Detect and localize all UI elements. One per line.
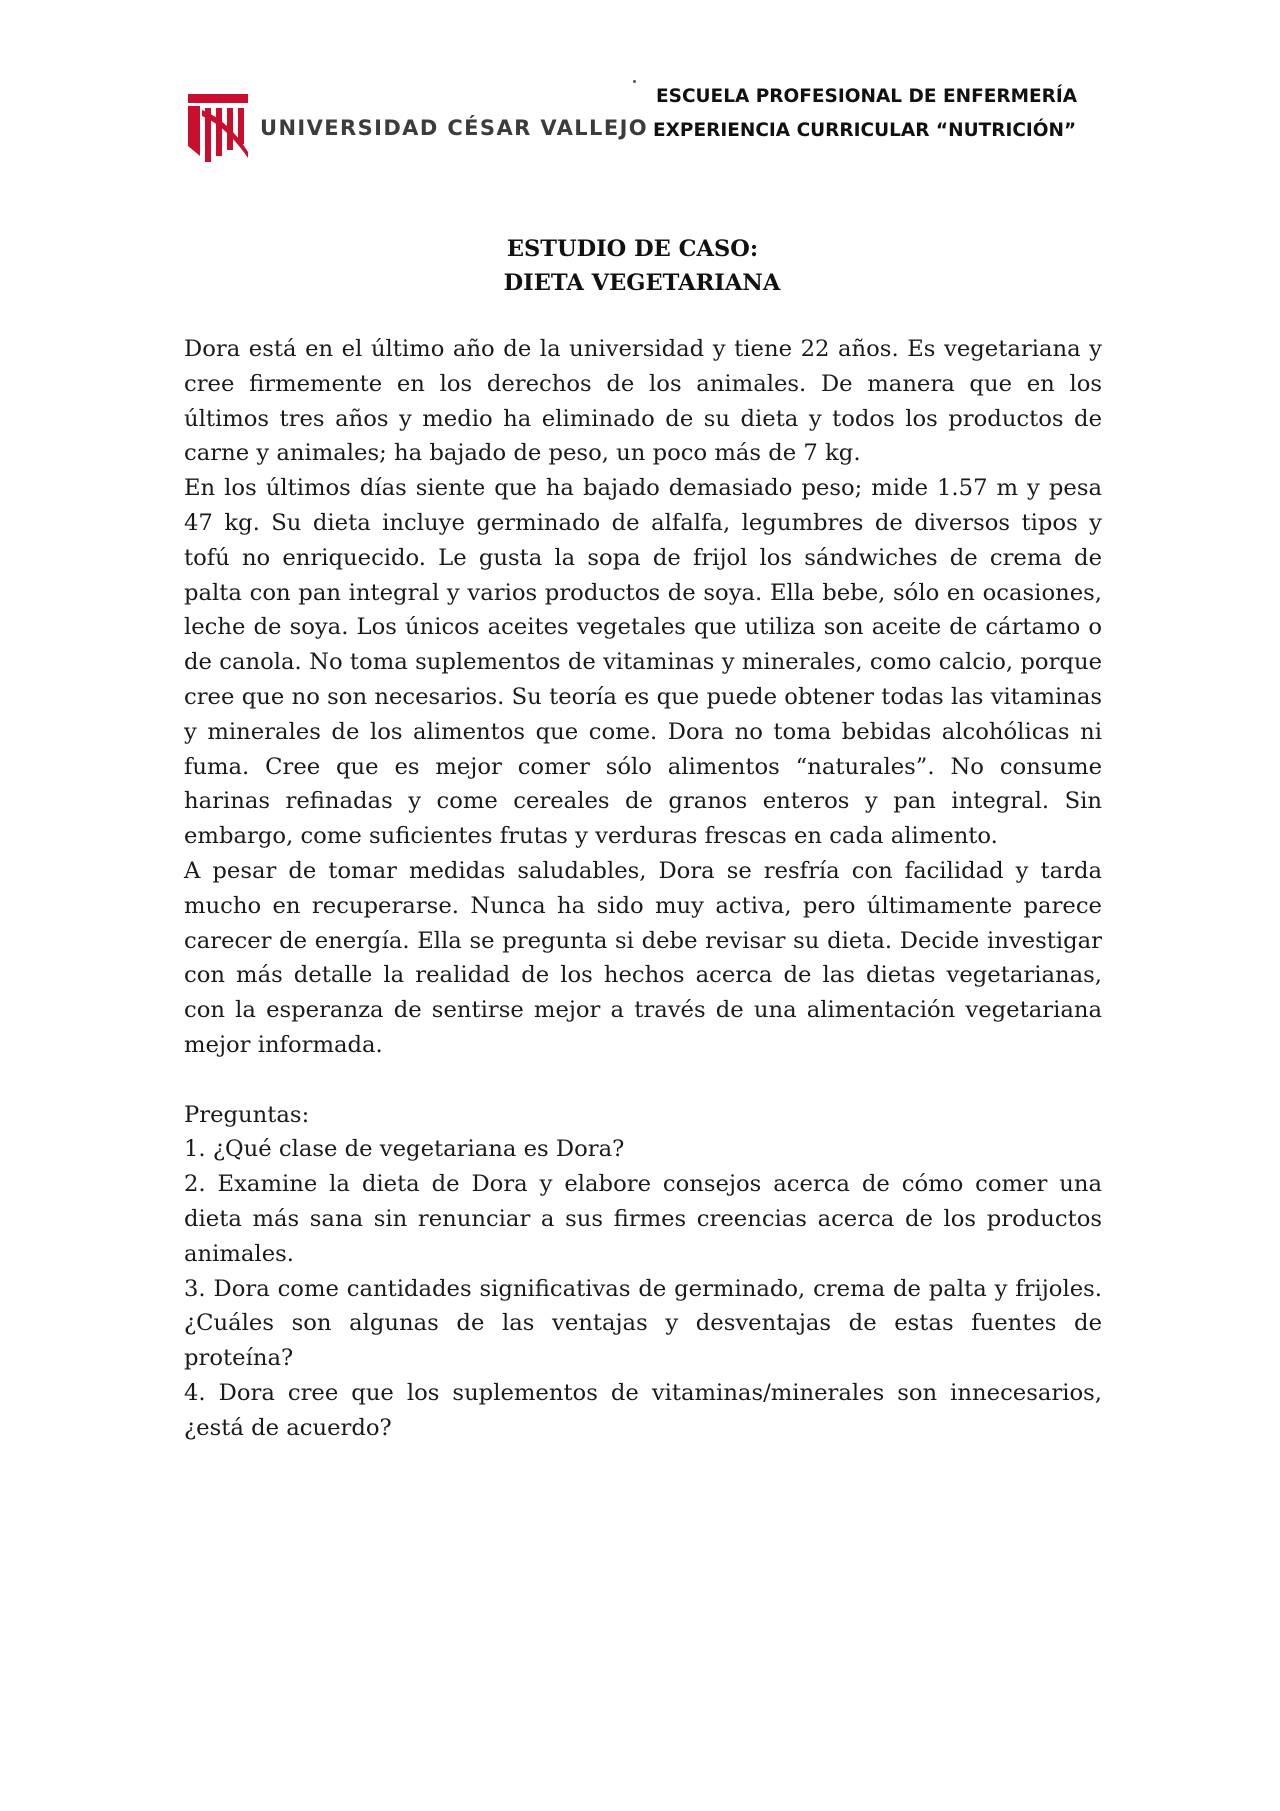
page-header	[188, 80, 1098, 170]
course-name: EXPERIENCIA CURRICULAR “NUTRICIÓN”	[653, 120, 1077, 141]
case-paragraph: Dora está en el último año de la universidad y tiene 22 años. Es vegetariana y cree firmemente en los derechos de los animales. De manera que en los últimos tres años y medio ha eliminado de su dieta y todos los productos de carne y animales; ha bajado de peso, un poco más de 7 kg.	[184, 336, 1102, 467]
question-item: 2. Examine la dieta de Dora y elabore consejos acerca de cómo comer una dieta más sana sin renunciar a sus firmes creencias acerca de los productos animales.	[184, 1171, 1102, 1267]
document-title	[0, 232, 1280, 300]
question-item: 1. ¿Qué clase de vegetariana es Dora?	[184, 1136, 625, 1163]
title-line-2: DIETA VEGETARIANA	[503, 270, 781, 296]
question-item: 3. Dora come cantidades significativas de germinado, crema de palta y frijoles. ¿Cuáles son algunas de las ventajas y desventajas de estas fuentes de proteína?	[184, 1275, 1102, 1372]
questions-heading: Preguntas:	[184, 1101, 310, 1128]
title-line-1: ESTUDIO DE CASO:	[506, 236, 759, 262]
case-paragraph: A pesar de tomar medidas saludables, Dora se resfría con facilidad y tarda mucho en recuperarse. Nunca ha sido muy activa, pero últimamente parece carecer de energía. Ella se pregunta si debe revisar su dieta. Decide investigar con más detalle la realidad de los hechos acerca de las dietas vegetarianas, con la esperanza de sentirse mejor a través de una alimentación vegetariana mejor informada.	[184, 857, 1102, 1058]
case-paragraph: En los últimos días siente que ha bajado demasiado peso; mide 1.57 m y pesa 47 kg. Su dieta incluye germinado de alfalfa, legumbres de diversos tipos y tofú no enriquecido. Le gusta la sopa de frijol los sándwiches de crema de palta con pan integral y varios productos de soya. Ella bebe, sólo en ocasiones, leche de soya. Los únicos aceites vegetales que utiliza son aceite de cártamo o de canola. No toma suplementos de vitaminas y minerales, como calcio, porque cree que no son necesarios. Su teoría es que puede obtener todas las vitaminas y minerales de los alimentos que come. Dora no toma bebidas alcohólicas ni fuma. Cree que es mejor comer sólo alimentos “naturales”. No consume harinas refinadas y come cereales de granos enteros y pan integral. Sin embargo, come suficientes frutas y verduras frescas en cada alimento.	[184, 475, 1102, 850]
university-logo-mark-icon	[188, 94, 248, 162]
document-body	[184, 332, 1102, 1446]
spacer	[184, 1063, 1102, 1098]
school-heading	[653, 80, 1078, 148]
separator-dot	[633, 80, 636, 83]
question-item: 4. Dora cree que los suplementos de vitaminas/minerales son innecesarios, ¿está de acuerdo?	[184, 1379, 1102, 1441]
university-name: UNIVERSIDAD CÉSAR VALLEJO	[260, 116, 649, 140]
university-logo	[188, 94, 649, 164]
school-name: ESCUELA PROFESIONAL DE ENFERMERÍA	[656, 86, 1078, 107]
